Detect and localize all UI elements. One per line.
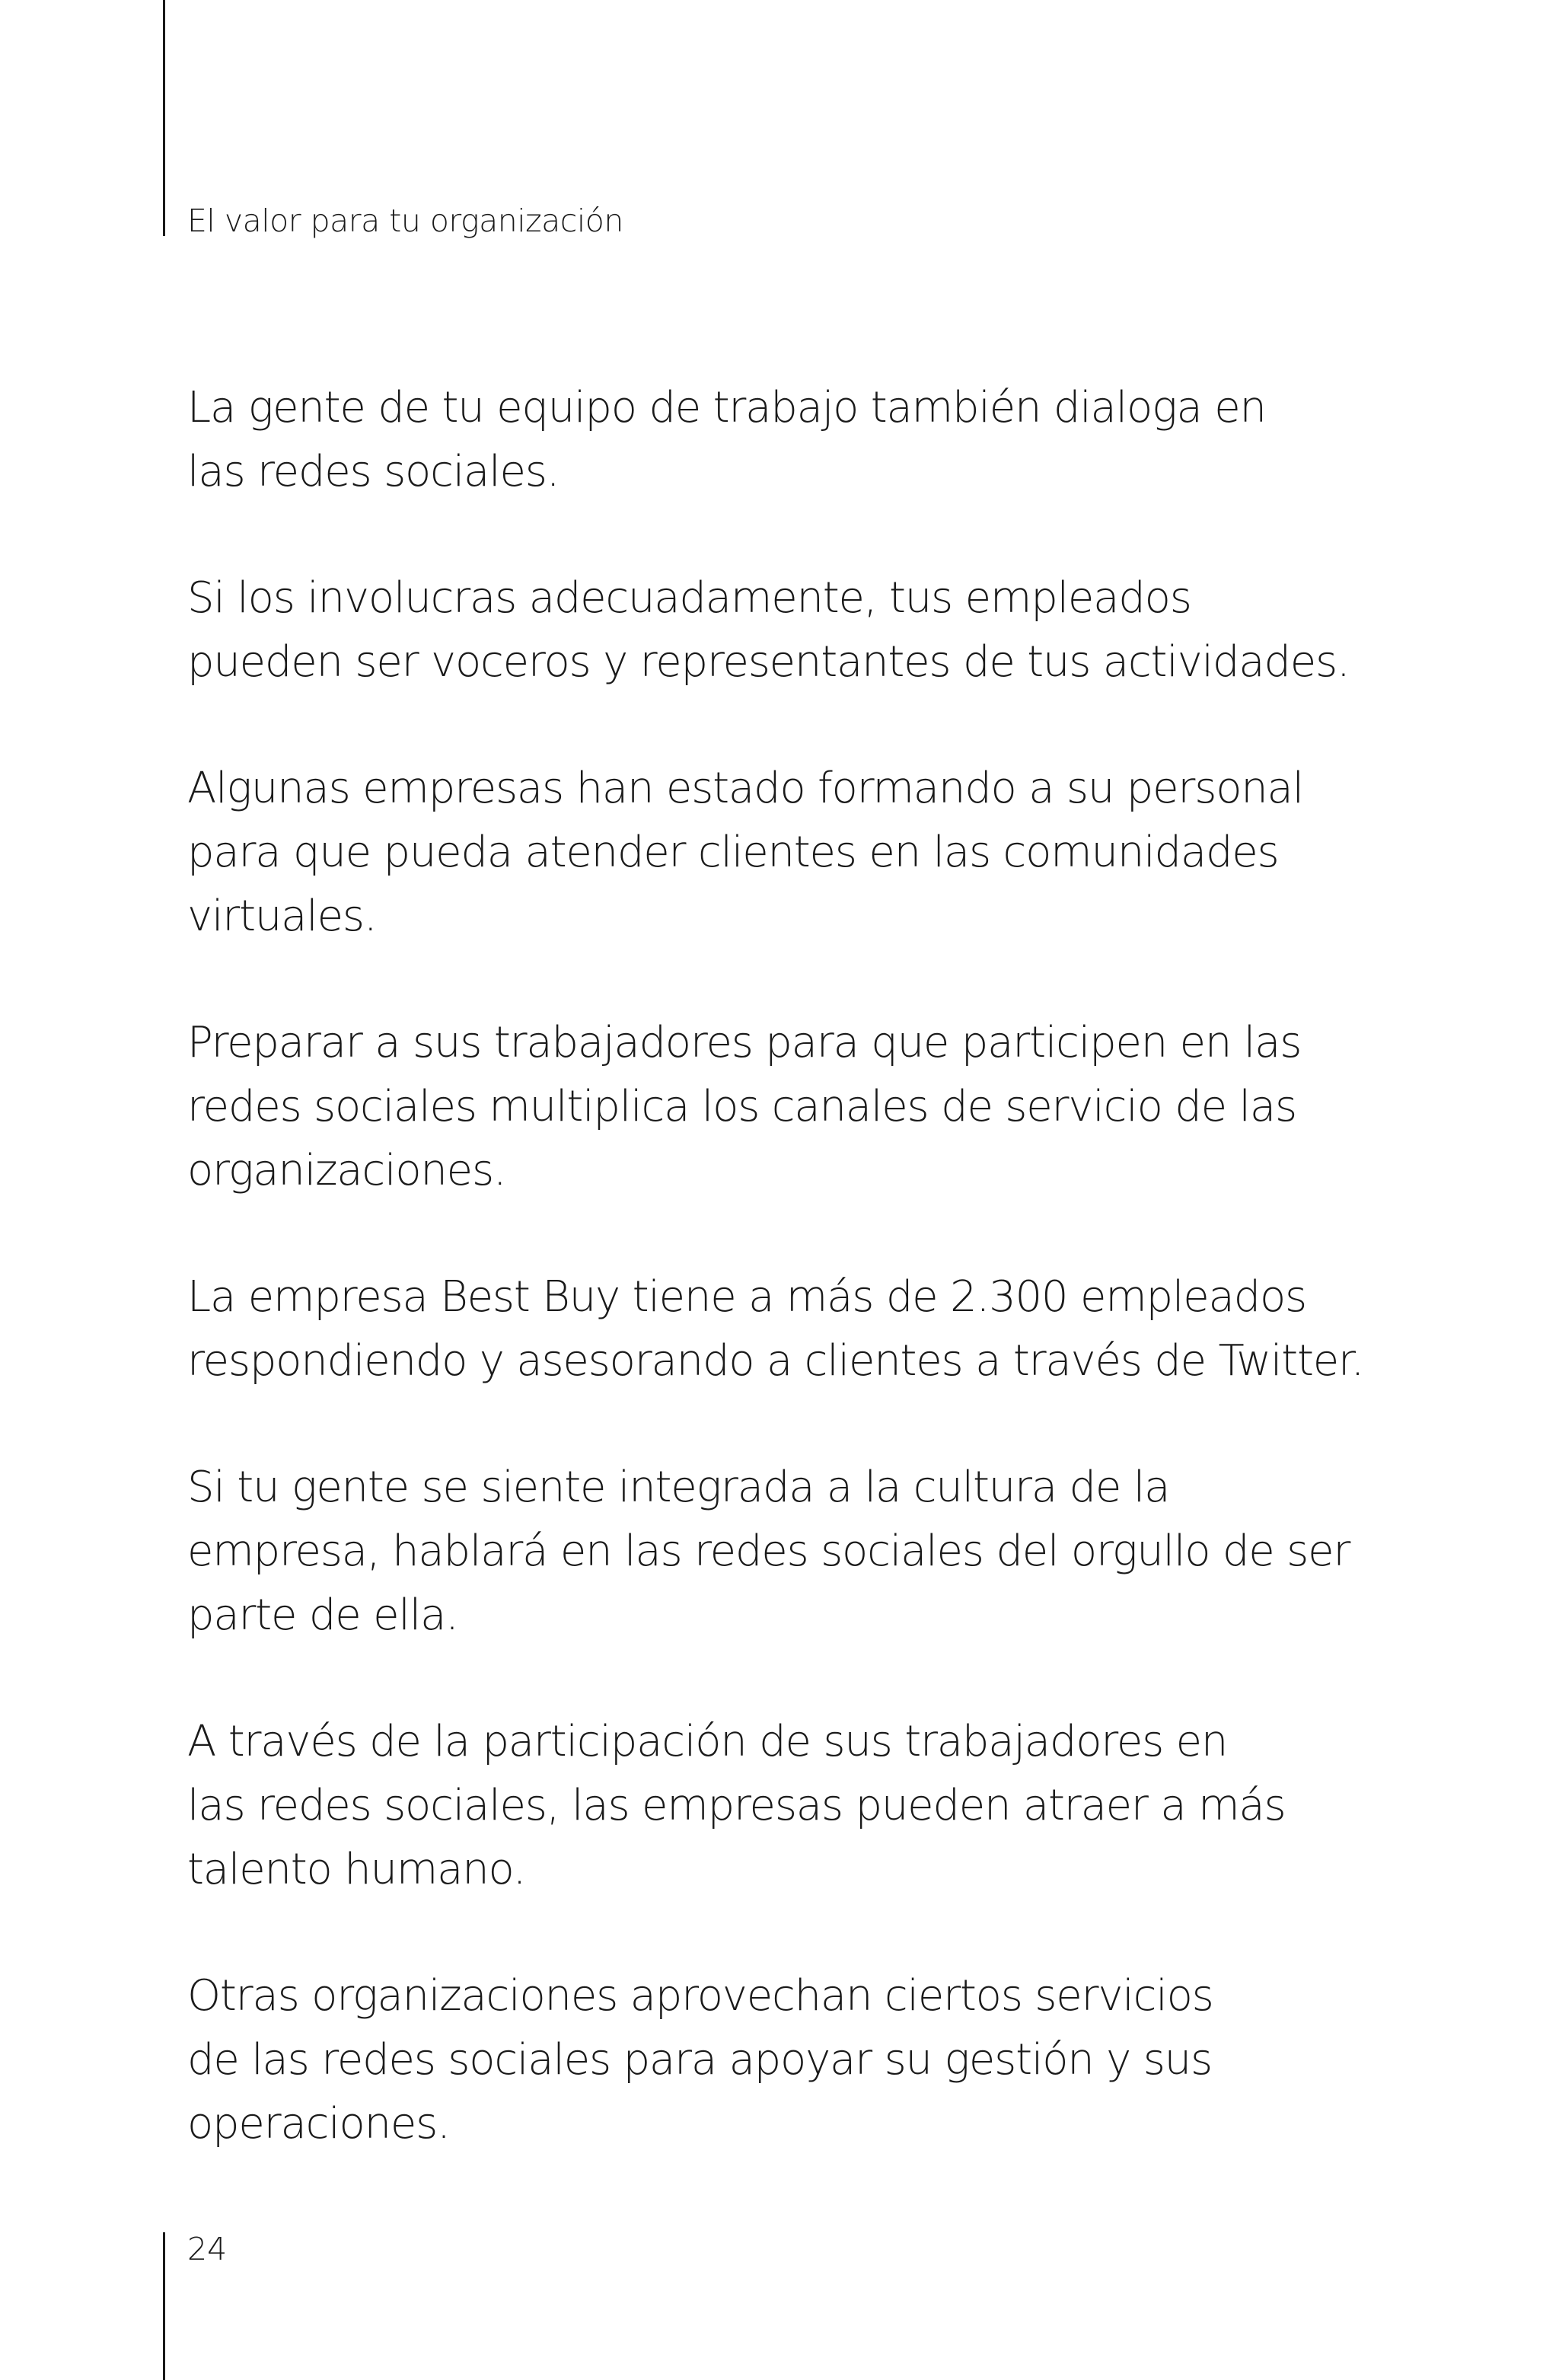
text-line: respondiendo y asesorando a clientes a través de Twitter. [187, 1336, 1364, 1386]
header-rule [163, 0, 165, 236]
footer-rule [163, 2232, 165, 2380]
text-line: talento humano. [187, 1845, 526, 1894]
text-line: Algunas empresas han estado formando a su personal [187, 764, 1304, 813]
paragraph [187, 566, 1375, 694]
text-line: de las redes sociales para apoyar su gestión y sus [187, 2035, 1212, 2085]
paragraph [187, 1710, 1375, 1902]
text-line: virtuales. [187, 892, 377, 941]
page-number: 24 [187, 2231, 228, 2267]
running-head-title: El valor para tu organización [187, 203, 623, 239]
text-line: las redes sociales, las empresas pueden atraer a más [187, 1781, 1286, 1830]
text-line: empresa, hablará en las redes sociales del orgullo de ser [187, 1527, 1350, 1576]
paragraph [187, 1456, 1375, 1648]
text-line: redes sociales multiplica los canales de servicio de las [187, 1082, 1296, 1131]
text-line: Preparar a sus trabajadores para que participen en las [187, 1018, 1302, 1067]
text-line: La gente de tu equipo de trabajo también dialoga en [187, 383, 1266, 432]
text-line: las redes sociales. [187, 447, 560, 496]
text-line: organizaciones. [187, 1146, 506, 1195]
body-text [187, 376, 1375, 2219]
text-line: operaciones. [187, 2099, 450, 2149]
text-line: Si tu gente se siente integrada a la cultura de la [187, 1463, 1170, 1512]
text-line: pueden ser voceros y representantes de tus actividades. [187, 637, 1350, 687]
paragraph [187, 757, 1375, 949]
text-line: parte de ella. [187, 1590, 458, 1640]
text-line: Si los involucras adecuadamente, tus empleados [187, 573, 1191, 623]
paragraph [187, 1265, 1375, 1393]
text-line: La empresa Best Buy tiene a más de 2.300 empleados [187, 1272, 1307, 1322]
paragraph [187, 1011, 1375, 1203]
text-line: A través de la participación de sus trabajadores en [187, 1717, 1228, 1766]
paragraph [187, 376, 1375, 504]
text-line: para que pueda atender clientes en las comunidades [187, 828, 1279, 877]
text-line: Otras organizaciones aprovechan ciertos servicios [187, 1971, 1213, 2021]
paragraph [187, 1964, 1375, 2156]
